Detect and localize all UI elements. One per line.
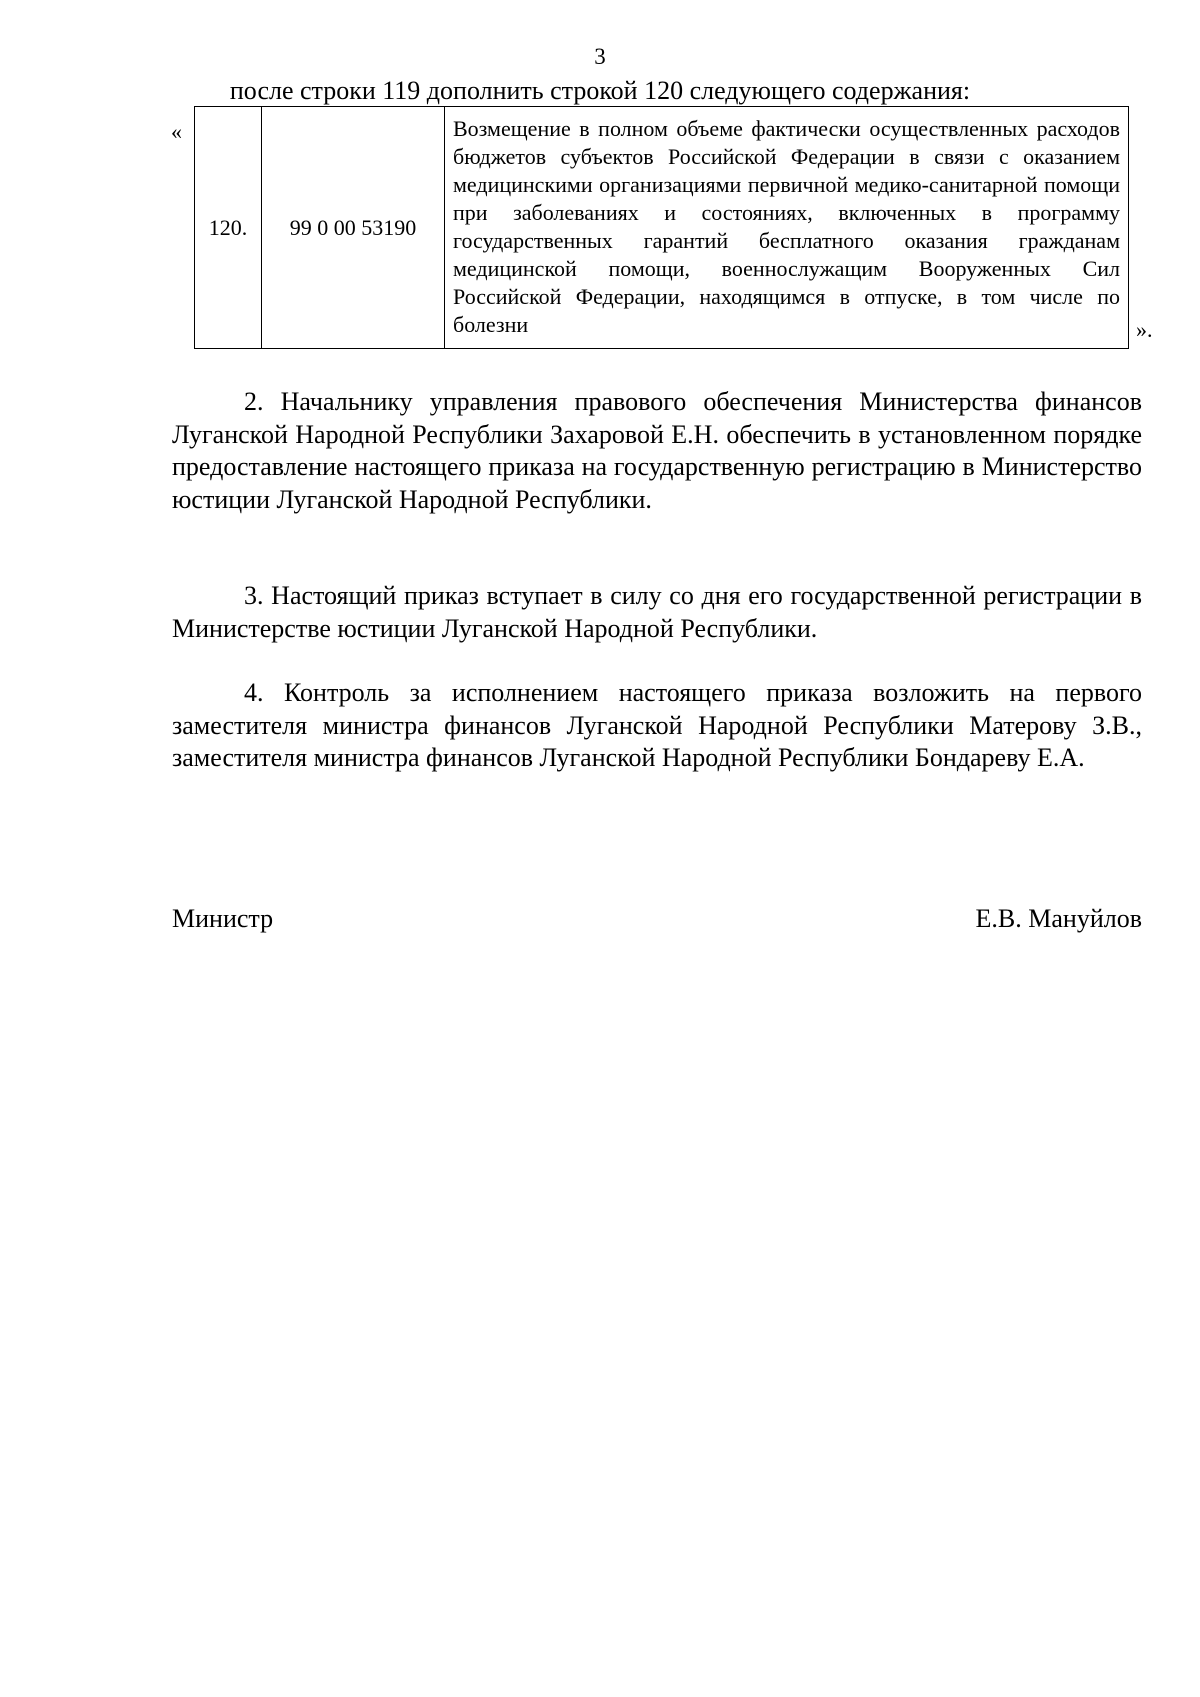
paragraph-2: 2. Начальнику управления правового обеспечения Министерства финансов Луганской Народной Республики Захаровой Е.Н. обеспечить в установленном порядке предоставление настоящего приказа на государственную регистрацию в Министерство юстиции Луганской Народной Республики.	[172, 387, 1142, 514]
table-row	[195, 107, 1129, 349]
paragraph-3: 3. Настоящий приказ вступает в силу со дня его государственной регистрации в Министерстве юстиции Луганской Народной Республики.	[172, 581, 1142, 643]
paragraph-4: 4. Контроль за исполнением настоящего приказа возложить на первого заместителя министра финансов Луганской Народной Республики Матерову З.В., заместителя министра финансов Луганской Народной Республики Бондареву Е.А.	[172, 678, 1142, 772]
signatory-name: Е.В. Мануйлов	[975, 904, 1142, 933]
budget-code-cell: 99 0 00 53190	[262, 107, 445, 349]
page-number: 3	[594, 44, 606, 69]
amendment-intro: после строки 119 дополнить строкой 120 следующего содержания:	[229, 76, 971, 105]
row-number-cell: 120.	[195, 107, 262, 349]
table-close-quote: ».	[1136, 317, 1153, 342]
table-open-quote: «	[171, 119, 182, 144]
amendment-table	[194, 106, 1129, 349]
signatory-title: Министр	[172, 904, 274, 933]
row-description-cell: Возмещение в полном объеме фактически осуществленных расходов бюджетов субъектов Российской Федерации в связи с оказанием медицинскими организациями первичной медико-санитарной помощи при заболеваниях и состояниях, включенных в программу государственных гарантий бесплатного оказания гражданам медицинской помощи, военнослужащим Вооруженных Сил Российской Федерации, находящимся в отпуске, в том числе по болезни	[445, 107, 1129, 349]
